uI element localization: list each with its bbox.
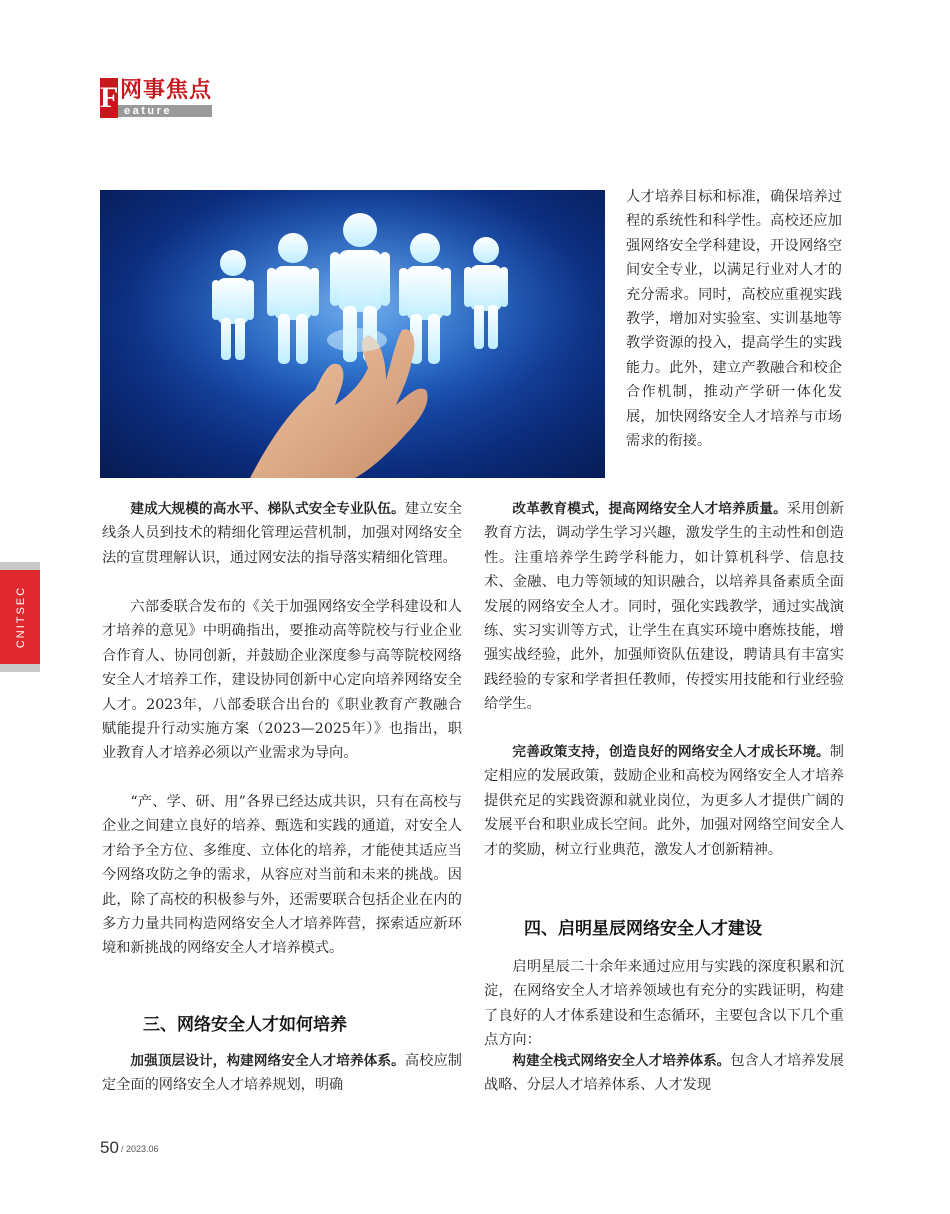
right-paragraph-1-body: 采用创新教育方法，调动学生学习兴趣，激发学生的主动性和创造性。注重培养学生跨学科能力，如计算机科学、信息技术、金融、电力等领域的知识融合，以培养具备素质全面发展的网络安全人才。同时，强化实践教学，通过实战演练、实习实训等方式，让学生在真实环境中磨炼技能，增强实战经验，此外，加强师资队伍建设，聘请具有丰富实践经验的专家和学者担任教师，传授实用技能和行业经验给学生。 [484,501,844,713]
left-paragraph-1-body: 建立安全线条人员到技术的精细化管理运营机制，加强对网络安全法的宣贯理解认识，通过网安法的指导落实精细化管理。 [102,501,462,566]
left-paragraph-2: 六部委联合发布的《关于加强网络安全学科建设和人才培养的意见》中明确指出，要推动高等院校与行业企业合作育人、协同创新，并鼓励企业深度参与高等院校网络安全人才培养工作，建设协同创新中心定向培养网络安全人才。2023年，八部委联合出台的《职业教育产教融合赋能提升行动实施方案（2023—2025年）》也指出，职业教育人才培养必须以产业需求为导向。 [102,599,462,762]
logo-subtitle: eature [124,105,173,117]
left-paragraph-1 [102,497,462,570]
page-number: 50 [100,1138,119,1157]
left-paragraph-1-lead: 建成大规模的高水平、梯队式安全专业队伍。 [130,501,405,517]
section-heading-3: 三、网络安全人才如何培养 [143,1015,347,1035]
people-hand-illustration [100,190,605,478]
left-paragraph-4 [102,1049,462,1098]
left-paragraph-4-body: 高校应制定全面的网络安全人才培养规划，明确 [102,1053,462,1094]
right-paragraph-2-body: 制定相应的发展政策，鼓励企业和高校为网络安全人才培养提供充足的实践资源和就业岗位，为更多人才提供广阔的发展平台和职业成长空间。此外，加强对网络空间安全人才的奖励，树立行业典范，激发人才创新精神。 [484,744,844,858]
right-paragraph-2-lead: 完善政策支持，创造良好的网络安全人才成长环境。 [512,744,830,760]
side-tab-edge-top [0,562,40,570]
left-paragraph-3: “产、学、研、用”各界已经达成共识，只有在高校与企业之间建立良好的培养、甄选和实践的通道，对安全人才给予全方位、多维度、立体化的培养，才能使其适应当今网络攻防之争的需求，从容应对当前和未来的挑战。因此，除了高校的积极参与外，还需要联合包括企业在内的多方力量共同构造网络安全人才培养阵营，探索适应新环境和新挑战的网络安全人才培养模式。 [102,794,462,957]
section-heading-4: 四、启明星辰网络安全人才建设 [524,919,762,939]
right-paragraph-1 [484,497,844,717]
right-paragraph-2 [484,740,844,862]
logo-letter: F [100,78,118,118]
feature-logo [100,78,212,118]
left-paragraph-4-lead: 加强顶层设计，构建网络安全人才培养体系。 [130,1053,405,1069]
issue-date: / 2023.06 [121,1144,159,1154]
right-top-paragraph: 人才培养目标和标准，确保培养过程的系统性和科学性。高校还应加强网络安全学科建设，开设网络空间安全专业，以满足行业对人才的充分需求。同时，高校应重视实践教学，增加对实验室、实训基地等教学资源的投入，提高学生的实践能力。此外，建立产教融合和校企合作机制，推动产学研一体化发展，加快网络安全人才培养与市场需求的衔接。 [626,189,842,450]
right-paragraph-4-body: 包含人才培养发展战略、分层人才培养体系、人才发现 [484,1053,844,1094]
article-photo [100,190,605,478]
logo-title: 网事焦点 [120,78,213,103]
right-paragraph-1-lead: 改革教育模式，提高网络安全人才培养质量。 [512,501,787,517]
right-paragraph-3: 启明星辰二十余年来通过应用与实践的深度积累和沉淀，在网络安全人才培养领域也有充分的实践证明，构建了良好的人才体系建设和生态循环，主要包含以下几个重点方向： [484,959,844,1049]
side-tab-label: CNITSEC [15,585,27,649]
right-paragraph-4-lead: 构建全栈式网络安全人才培养体系。 [512,1053,731,1069]
side-tab-edge-bottom [0,664,40,672]
right-paragraph-4 [484,1049,844,1098]
